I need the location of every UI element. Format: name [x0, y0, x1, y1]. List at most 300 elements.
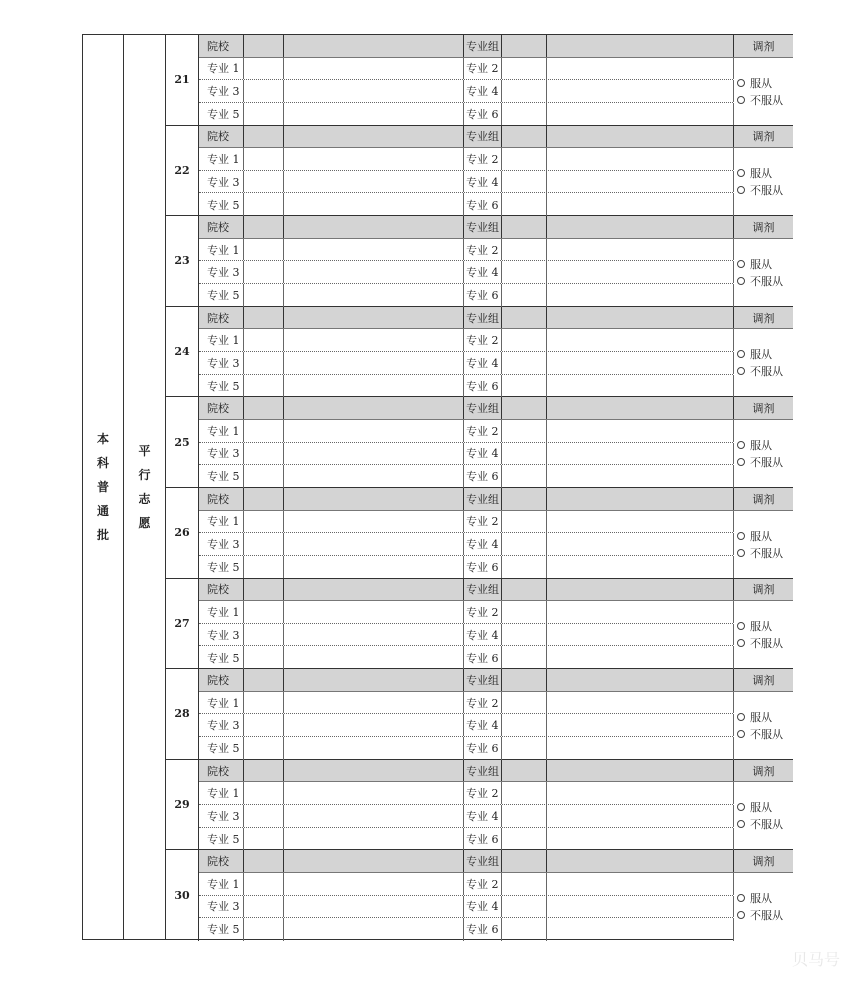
major-name-field[interactable]: [284, 148, 464, 170]
major-name-field[interactable]: [547, 329, 734, 351]
major-label: 专业 5: [199, 193, 244, 216]
major-code-field[interactable]: [502, 420, 547, 442]
major-code-field[interactable]: [244, 58, 284, 80]
major-name-field[interactable]: [547, 646, 734, 669]
major-code-field[interactable]: [244, 873, 284, 895]
major-code-field[interactable]: [244, 465, 284, 488]
major-name-field[interactable]: [284, 782, 464, 804]
major-group-name-field[interactable]: [547, 35, 734, 57]
major-group-code-field[interactable]: [502, 126, 547, 148]
major-name-field[interactable]: [284, 918, 464, 941]
volunteer-header-row: [199, 579, 793, 602]
major-group-name-field[interactable]: [547, 397, 734, 419]
major-code-field[interactable]: [502, 80, 547, 102]
major-code-field[interactable]: [244, 171, 284, 193]
major-name-field[interactable]: [547, 171, 734, 193]
major-name-field[interactable]: [284, 714, 464, 736]
adjust-options: [734, 58, 793, 125]
major-name-field[interactable]: [284, 873, 464, 895]
major-name-field[interactable]: [284, 646, 464, 669]
major-code-field[interactable]: [244, 805, 284, 827]
major-name-field[interactable]: [284, 511, 464, 533]
school-code-field[interactable]: [244, 579, 284, 601]
major-code-field[interactable]: [244, 103, 284, 126]
volunteer-number: 28: [166, 669, 199, 759]
school-code-field[interactable]: [244, 850, 284, 872]
major-name-field[interactable]: [284, 443, 464, 465]
adjust-label: 调剂: [752, 492, 775, 506]
radio-circle-icon[interactable]: [737, 96, 745, 104]
school-code-field[interactable]: [244, 307, 284, 329]
major-name-field[interactable]: [284, 556, 464, 579]
major-code-field[interactable]: [244, 918, 284, 941]
obey-label: 服从: [750, 620, 772, 634]
major-name-field[interactable]: [284, 737, 464, 760]
adjust-label: 调剂: [752, 130, 775, 144]
major-name-field[interactable]: [547, 873, 734, 895]
obey-option[interactable]: [737, 75, 793, 91]
major-label: 专业 4: [464, 352, 502, 374]
major-name-field[interactable]: [284, 533, 464, 555]
school-label: 院校: [199, 35, 244, 57]
major-name-field[interactable]: [284, 375, 464, 398]
major-name-field[interactable]: [284, 420, 464, 442]
major-label: 专业 4: [464, 624, 502, 646]
major-label: 专业 2: [464, 420, 502, 442]
adjust-options: [734, 329, 793, 396]
major-code-field[interactable]: [502, 737, 547, 760]
major-label: 专业 6: [464, 193, 502, 216]
major-code-field[interactable]: [502, 103, 547, 126]
not-obey-label: 不服从: [750, 637, 783, 651]
school-label: 院校: [199, 488, 244, 510]
major-group-code-field[interactable]: [502, 579, 547, 601]
major-code-field[interactable]: [244, 420, 284, 442]
major-label: 专业 4: [464, 714, 502, 736]
adjust-label: 调剂: [752, 220, 775, 234]
major-label: 专业 2: [464, 511, 502, 533]
volunteer-header-row: [199, 35, 793, 58]
not-obey-option[interactable]: [737, 816, 793, 832]
radio-circle-icon[interactable]: [737, 350, 745, 358]
major-label: 专业 2: [464, 692, 502, 714]
volunteer-block: [166, 760, 793, 851]
category-chars-char: 通: [96, 504, 109, 518]
major-group-label: 专业组: [464, 307, 502, 329]
obey-option[interactable]: [737, 709, 793, 725]
major-code-field[interactable]: [244, 193, 284, 216]
major-code-field[interactable]: [244, 80, 284, 102]
major-label: 专业 6: [464, 103, 502, 126]
major-label: 专业 2: [464, 58, 502, 80]
major-code-field[interactable]: [502, 284, 547, 307]
volunteer-number: 25: [166, 397, 199, 487]
radio-circle-icon[interactable]: [737, 260, 745, 268]
radio-circle-icon[interactable]: [737, 186, 745, 194]
not-obey-option[interactable]: [737, 907, 793, 923]
obey-option[interactable]: [737, 890, 793, 906]
adjust-label: 调剂: [752, 673, 775, 687]
school-label: 院校: [199, 126, 244, 148]
category-chars-char: 普: [96, 480, 109, 494]
major-name-field[interactable]: [547, 918, 734, 941]
school-name-field[interactable]: [284, 760, 464, 782]
major-code-field[interactable]: [502, 511, 547, 533]
major-name-field[interactable]: [547, 692, 734, 714]
major-code-field[interactable]: [502, 714, 547, 736]
obey-option[interactable]: [737, 165, 793, 181]
major-label: 专业 3: [199, 443, 244, 465]
major-code-field[interactable]: [244, 329, 284, 351]
major-row: [199, 58, 793, 81]
major-row: [199, 533, 793, 556]
major-name-field[interactable]: [547, 148, 734, 170]
major-row: [199, 805, 793, 828]
major-row: [199, 375, 793, 398]
major-row: [199, 873, 793, 896]
major-label: 专业 4: [464, 533, 502, 555]
major-label: 专业 5: [199, 737, 244, 760]
major-group-label: 专业组: [464, 760, 502, 782]
major-code-field[interactable]: [502, 782, 547, 804]
major-label: 专业 5: [199, 828, 244, 851]
major-code-field[interactable]: [244, 261, 284, 283]
major-name-field[interactable]: [547, 828, 734, 851]
major-label: 专业 5: [199, 646, 244, 669]
major-label: 专业 3: [199, 714, 244, 736]
adjust-label: 调剂: [752, 402, 775, 416]
major-name-field[interactable]: [547, 58, 734, 80]
major-name-field[interactable]: [284, 601, 464, 623]
volunteer-header-row: [199, 669, 793, 692]
school-name-field[interactable]: [284, 307, 464, 329]
major-code-field[interactable]: [244, 443, 284, 465]
major-group-code-field[interactable]: [502, 850, 547, 872]
major-name-field[interactable]: [547, 261, 734, 283]
volunteer-block: [166, 126, 793, 217]
major-name-field[interactable]: [547, 375, 734, 398]
major-row: [199, 443, 793, 466]
major-group-code-field[interactable]: [502, 307, 547, 329]
obey-option[interactable]: [737, 528, 793, 544]
not-obey-option[interactable]: [737, 454, 793, 470]
volunteer-header-row: [199, 307, 793, 330]
major-code-field[interactable]: [502, 465, 547, 488]
major-row: [199, 511, 793, 534]
adjust-label: 调剂: [752, 583, 775, 597]
major-group-name-field[interactable]: [547, 216, 734, 238]
radio-circle-icon[interactable]: [737, 622, 745, 630]
major-code-field[interactable]: [502, 58, 547, 80]
major-label: 专业 3: [199, 805, 244, 827]
obey-label: 服从: [750, 76, 772, 90]
major-code-field[interactable]: [244, 624, 284, 646]
radio-circle-icon[interactable]: [737, 730, 745, 738]
major-code-field[interactable]: [244, 148, 284, 170]
adjust-label: 调剂: [752, 764, 775, 778]
volunteer-header-row: [199, 397, 793, 420]
radio-circle-icon[interactable]: [737, 894, 745, 902]
major-label: 专业 1: [199, 58, 244, 80]
major-code-field[interactable]: [502, 646, 547, 669]
school-name-field[interactable]: [284, 579, 464, 601]
major-code-field[interactable]: [244, 284, 284, 307]
school-code-field[interactable]: [244, 126, 284, 148]
major-code-field[interactable]: [244, 511, 284, 533]
major-row: [199, 896, 793, 919]
school-name-field[interactable]: [284, 35, 464, 57]
major-code-field[interactable]: [244, 239, 284, 261]
major-code-field[interactable]: [244, 782, 284, 804]
major-group-name-field[interactable]: [547, 669, 734, 691]
major-row: [199, 624, 793, 647]
obey-option[interactable]: [737, 437, 793, 453]
major-group-code-field[interactable]: [502, 760, 547, 782]
obey-option[interactable]: [737, 799, 793, 815]
school-name-field[interactable]: [284, 126, 464, 148]
major-group-name-field[interactable]: [547, 760, 734, 782]
major-group-code-field[interactable]: [502, 35, 547, 57]
major-code-field[interactable]: [502, 828, 547, 851]
major-group-name-field[interactable]: [547, 850, 734, 872]
obey-option[interactable]: [737, 618, 793, 634]
major-label: 专业 5: [199, 465, 244, 488]
not-obey-label: 不服从: [750, 818, 783, 832]
major-name-field[interactable]: [547, 80, 734, 102]
volunteer-block: [166, 216, 793, 307]
major-name-field[interactable]: [547, 624, 734, 646]
major-group-name-field[interactable]: [547, 126, 734, 148]
major-code-field[interactable]: [244, 692, 284, 714]
major-code-field[interactable]: [502, 329, 547, 351]
major-label: 专业 3: [199, 533, 244, 555]
obey-option[interactable]: [737, 256, 793, 272]
school-code-field[interactable]: [244, 397, 284, 419]
major-label: 专业 6: [464, 556, 502, 579]
major-code-field[interactable]: [502, 624, 547, 646]
major-name-field[interactable]: [547, 239, 734, 261]
school-code-field[interactable]: [244, 760, 284, 782]
radio-circle-icon[interactable]: [737, 803, 745, 811]
major-group-label: 专业组: [464, 397, 502, 419]
major-name-field[interactable]: [547, 601, 734, 623]
major-name-field[interactable]: [547, 511, 734, 533]
major-code-field[interactable]: [502, 171, 547, 193]
major-label: 专业 1: [199, 873, 244, 895]
major-name-field[interactable]: [284, 805, 464, 827]
volunteer-number: 27: [166, 579, 199, 669]
major-name-field[interactable]: [284, 465, 464, 488]
major-name-field[interactable]: [284, 692, 464, 714]
major-label: 专业 1: [199, 782, 244, 804]
not-obey-label: 不服从: [750, 455, 783, 469]
major-label: 专业 3: [199, 896, 244, 918]
school-name-field[interactable]: [284, 397, 464, 419]
major-code-field[interactable]: [502, 148, 547, 170]
major-code-field[interactable]: [244, 601, 284, 623]
not-obey-option[interactable]: [737, 363, 793, 379]
school-name-field[interactable]: [284, 488, 464, 510]
major-group-label: 专业组: [464, 669, 502, 691]
radio-circle-icon[interactable]: [737, 911, 745, 919]
major-name-field[interactable]: [284, 624, 464, 646]
radio-circle-icon[interactable]: [737, 441, 745, 449]
radio-circle-icon[interactable]: [737, 458, 745, 466]
radio-circle-icon[interactable]: [737, 639, 745, 647]
school-code-field[interactable]: [244, 488, 284, 510]
obey-label: 服从: [750, 529, 772, 543]
major-group-code-field[interactable]: [502, 669, 547, 691]
major-label: 专业 1: [199, 692, 244, 714]
major-name-field[interactable]: [284, 193, 464, 216]
major-code-field[interactable]: [244, 714, 284, 736]
major-name-field[interactable]: [284, 329, 464, 351]
major-name-field[interactable]: [284, 103, 464, 126]
radio-circle-icon[interactable]: [737, 277, 745, 285]
school-label: 院校: [199, 579, 244, 601]
category-chars-char: 科: [96, 456, 109, 470]
radio-circle-icon[interactable]: [737, 169, 745, 177]
school-name-field[interactable]: [284, 669, 464, 691]
volunteer-header-row: [199, 216, 793, 239]
major-name-field[interactable]: [284, 284, 464, 307]
major-code-field[interactable]: [502, 352, 547, 374]
volunteer-number: 21: [166, 35, 199, 125]
major-group-name-field[interactable]: [547, 488, 734, 510]
major-code-field[interactable]: [502, 805, 547, 827]
school-name-field[interactable]: [284, 216, 464, 238]
major-code-field[interactable]: [244, 533, 284, 555]
major-name-field[interactable]: [547, 420, 734, 442]
major-name-field[interactable]: [547, 896, 734, 918]
obey-option[interactable]: [737, 346, 793, 362]
major-code-field[interactable]: [502, 873, 547, 895]
adjust-options: [734, 782, 793, 849]
major-code-field[interactable]: [502, 601, 547, 623]
major-code-field[interactable]: [244, 737, 284, 760]
major-code-field[interactable]: [502, 443, 547, 465]
major-name-field[interactable]: [547, 465, 734, 488]
major-name-field[interactable]: [284, 171, 464, 193]
major-row: [199, 171, 793, 194]
type-chars-char: 平: [138, 444, 151, 458]
not-obey-option[interactable]: [737, 273, 793, 289]
major-code-field[interactable]: [502, 533, 547, 555]
school-label: 院校: [199, 669, 244, 691]
school-code-field[interactable]: [244, 35, 284, 57]
major-name-field[interactable]: [547, 714, 734, 736]
major-code-field[interactable]: [502, 239, 547, 261]
major-code-field[interactable]: [502, 375, 547, 398]
not-obey-option[interactable]: [737, 545, 793, 561]
obey-label: 服从: [750, 892, 772, 906]
not-obey-label: 不服从: [750, 546, 783, 560]
radio-circle-icon[interactable]: [737, 79, 745, 87]
major-name-field[interactable]: [547, 352, 734, 374]
major-name-field[interactable]: [547, 805, 734, 827]
major-code-field[interactable]: [502, 918, 547, 941]
major-group-name-field[interactable]: [547, 307, 734, 329]
major-name-field[interactable]: [547, 193, 734, 216]
major-group-label: 专业组: [464, 850, 502, 872]
school-code-field[interactable]: [244, 216, 284, 238]
major-group-label: 专业组: [464, 579, 502, 601]
major-code-field[interactable]: [502, 896, 547, 918]
major-code-field[interactable]: [244, 375, 284, 398]
adjust-label: 调剂: [752, 311, 775, 325]
major-code-field[interactable]: [244, 646, 284, 669]
major-name-field[interactable]: [547, 533, 734, 555]
not-obey-label: 不服从: [750, 909, 783, 923]
obey-label: 服从: [750, 801, 772, 815]
major-code-field[interactable]: [244, 352, 284, 374]
major-code-field[interactable]: [244, 896, 284, 918]
radio-circle-icon[interactable]: [737, 549, 745, 557]
major-row: [199, 828, 793, 851]
major-label: 专业 6: [464, 375, 502, 398]
major-group-code-field[interactable]: [502, 216, 547, 238]
major-name-field[interactable]: [547, 284, 734, 307]
major-name-field[interactable]: [284, 828, 464, 851]
major-name-field[interactable]: [284, 352, 464, 374]
not-obey-option[interactable]: [737, 726, 793, 742]
major-row: [199, 239, 793, 262]
major-group-code-field[interactable]: [502, 397, 547, 419]
school-code-field[interactable]: [244, 669, 284, 691]
volunteer-header-row: [199, 760, 793, 783]
not-obey-option[interactable]: [737, 182, 793, 198]
major-group-code-field[interactable]: [502, 488, 547, 510]
major-name-field[interactable]: [547, 782, 734, 804]
school-name-field[interactable]: [284, 850, 464, 872]
major-code-field[interactable]: [502, 193, 547, 216]
major-name-field[interactable]: [284, 80, 464, 102]
volunteer-form-table: [82, 34, 793, 940]
radio-circle-icon[interactable]: [737, 532, 745, 540]
major-name-field[interactable]: [284, 261, 464, 283]
major-group-name-field[interactable]: [547, 579, 734, 601]
major-name-field[interactable]: [284, 239, 464, 261]
major-code-field[interactable]: [244, 556, 284, 579]
major-label: 专业 6: [464, 646, 502, 669]
radio-circle-icon[interactable]: [737, 367, 745, 375]
major-name-field[interactable]: [547, 737, 734, 760]
major-name-field[interactable]: [284, 58, 464, 80]
major-name-field[interactable]: [547, 443, 734, 465]
major-row: [199, 692, 793, 715]
not-obey-label: 不服从: [750, 727, 783, 741]
major-name-field[interactable]: [547, 103, 734, 126]
not-obey-option[interactable]: [737, 635, 793, 651]
not-obey-option[interactable]: [737, 92, 793, 108]
volunteer-block: [166, 669, 793, 760]
major-row: [199, 918, 793, 941]
radio-circle-icon[interactable]: [737, 820, 745, 828]
major-row: [199, 782, 793, 805]
school-label: 院校: [199, 397, 244, 419]
major-code-field[interactable]: [502, 261, 547, 283]
major-code-field[interactable]: [502, 556, 547, 579]
major-name-field[interactable]: [547, 556, 734, 579]
radio-circle-icon[interactable]: [737, 713, 745, 721]
major-code-field[interactable]: [244, 828, 284, 851]
volunteer-number: 26: [166, 488, 199, 578]
major-name-field[interactable]: [284, 896, 464, 918]
volunteer-number: 30: [166, 850, 199, 941]
major-code-field[interactable]: [502, 692, 547, 714]
obey-label: 服从: [750, 167, 772, 181]
watermark: 贝马号: [791, 950, 840, 969]
